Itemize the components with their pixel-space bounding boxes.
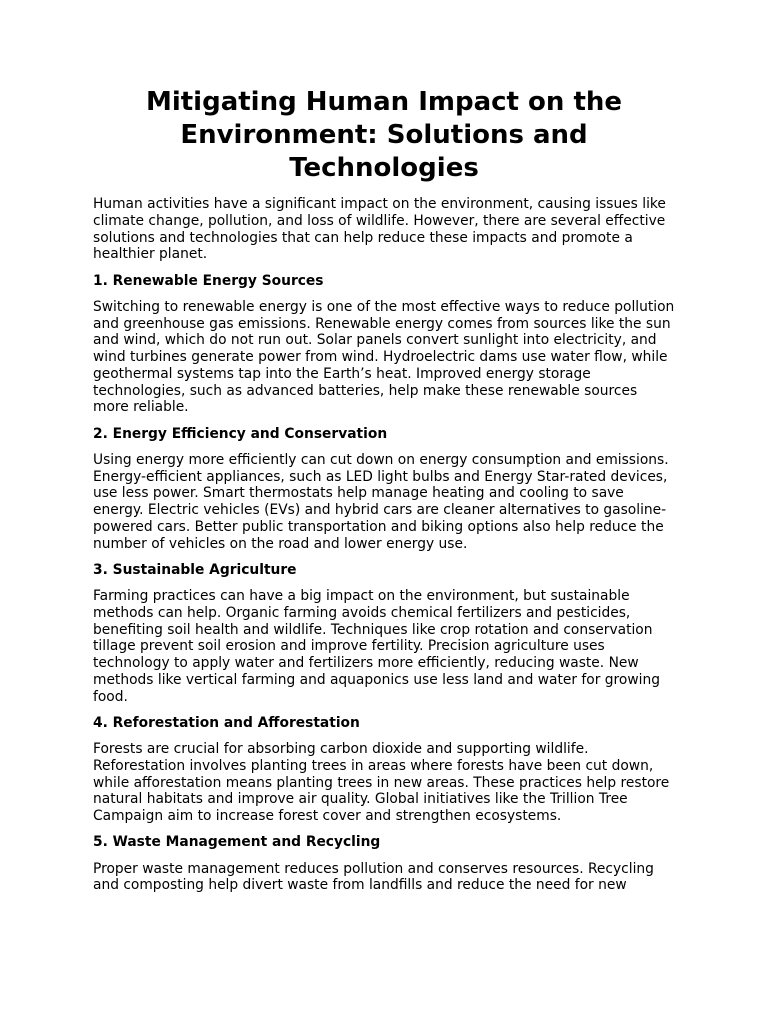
section-heading-energy-efficiency: 2. Energy Efficiency and Conservation <box>93 425 388 442</box>
section-heading-sustainable-agriculture: 3. Sustainable Agriculture <box>93 561 297 578</box>
document-body <box>93 196 677 904</box>
section-text-energy-efficiency: Using energy more efficiently can cut down on energy consumption and emissions. Energy-efficient appliances, such as LED light bulbs and Energy Star-rated devices, use less power. Smart thermostats help manage heating and cooling to save energy. Electric vehicles (EVs) and hybrid cars are cleaner alternatives to gasoline-powered cars. Better public transportation and biking options also help reduce the number of vehicles on the road and lower energy use. <box>93 451 669 552</box>
document-title: Mitigating Human Impact on the Environment: Solutions and Technologies <box>145 87 623 183</box>
intro-paragraph: Human activities have a significant impact on the environment, causing issues like climate change, pollution, and loss of wildlife. However, there are several effective solutions and technologies that can help reduce these impacts and promote a healthier planet. <box>93 196 666 263</box>
section-heading-waste-management: 5. Waste Management and Recycling <box>93 834 381 851</box>
section-text-sustainable-agriculture: Farming practices can have a big impact on the environment, but sustainable methods can help. Organic farming avoids chemical fertilizers and pesticides, benefiting soil health and wildlife. Techniques like crop rotation and conservation tillage prevent soil erosion and improve fertility. Precision agriculture uses technology to apply water and fertilizers more efficiently, reducing waste. New methods like vertical farming and aquaponics use less land and water for growing food. <box>93 588 660 705</box>
section-heading-reforestation: 4. Reforestation and Afforestation <box>93 714 360 731</box>
section-heading-renewable-energy: 1. Renewable Energy Sources <box>93 272 324 289</box>
section-text-renewable-energy: Switching to renewable energy is one of the most effective ways to reduce pollution and greenhouse gas emissions. Renewable energy comes from sources like the sun and wind, which do not run out. Solar panels convert sunlight into electricity, and wind turbines generate power from wind. Hydroelectric dams use water flow, while geothermal systems tap into the Earth’s heat. Improved energy storage technologies, such as advanced batteries, help make these renewable sources more reliable. <box>93 298 675 416</box>
section-text-waste-management: Proper waste management reduces pollution and conserves resources. Recycling and composting help divert waste from landfills and reduce the need for new <box>93 860 654 894</box>
section-text-reforestation: Forests are crucial for absorbing carbon dioxide and supporting wildlife. Reforestation involves planting trees in areas where forests have been cut down, while afforestation means planting trees in new areas. These practices help restore natural habitats and improve air quality. Global initiatives like the Trillion Tree Campaign aim to increase forest cover and strengthen ecosystems. <box>93 741 670 824</box>
